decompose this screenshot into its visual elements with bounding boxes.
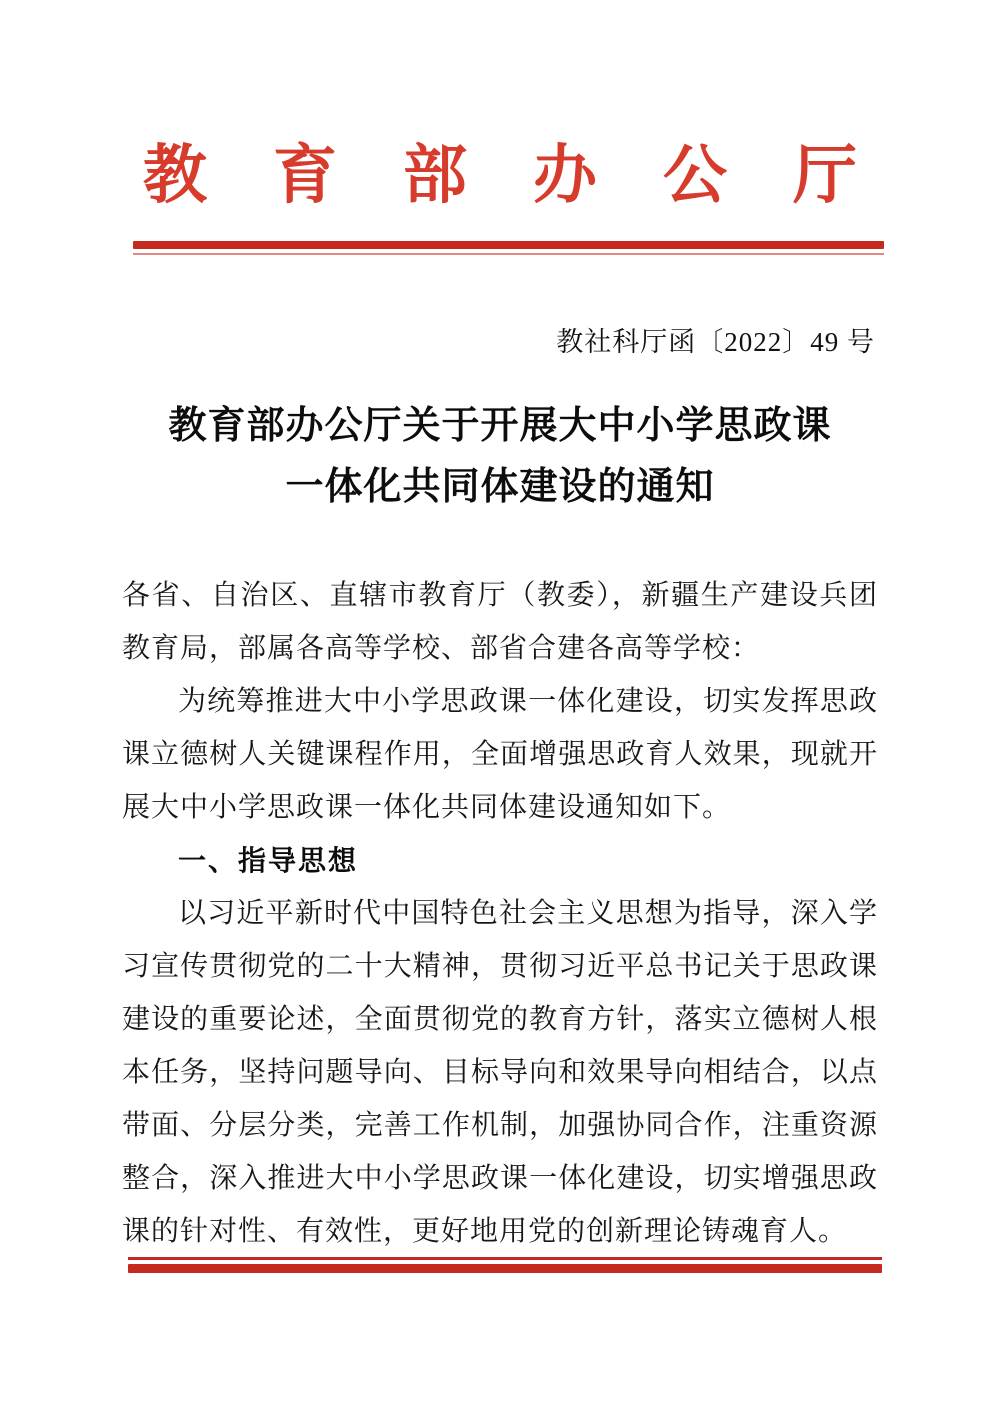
document-title-line1: 教育部办公厅关于开展大中小学思政课 <box>168 405 832 447</box>
document-title <box>0 396 1000 518</box>
intro-paragraph: 为统筹推进大中小学思政课一体化建设，切实发挥思政课立德树人关键课程作用，全面增强思政育人效果，现就开展大中小学思政课一体化共同体建设通知如下。 <box>122 686 878 823</box>
document-body <box>122 569 878 1258</box>
header-double-rule <box>133 241 884 255</box>
salutation: 各省、自治区、直辖市教育厅（教委），新疆生产建设兵团教育局，部属各高等学校、部省合建各高等学校： <box>122 580 878 664</box>
document-title-line2: 一体化共同体建设的通知 <box>285 466 715 508</box>
document-number: 教社科厅函〔2022〕49 号 <box>556 327 875 357</box>
letterhead <box>0 128 1000 224</box>
section-1-paragraph: 以习近平新时代中国特色社会主义思想为指导，深入学习宣传贯彻党的二十大精神，贯彻习近平总书记关于思政课建设的重要论述，全面贯彻党的教育方针，落实立德树人根本任务，坚持问题导向、目标导向和效果导向相结合，以点带面、分层分类，完善工作机制，加强协同合作，注重资源整合，深入推进大中小学思政课一体化建设，切实增强思政课的针对性、有效性，更好地用党的创新理论铸魂育人。 <box>122 898 878 1247</box>
footer-rule-thick-line <box>128 1264 882 1273</box>
agency-name: 教育部办公厅 <box>143 140 923 211</box>
header-rule-thick-line <box>133 241 884 249</box>
footer-double-rule <box>128 1257 882 1273</box>
section-1-heading: 一、指导思想 <box>178 845 359 876</box>
header-rule-thin-line <box>133 253 884 255</box>
